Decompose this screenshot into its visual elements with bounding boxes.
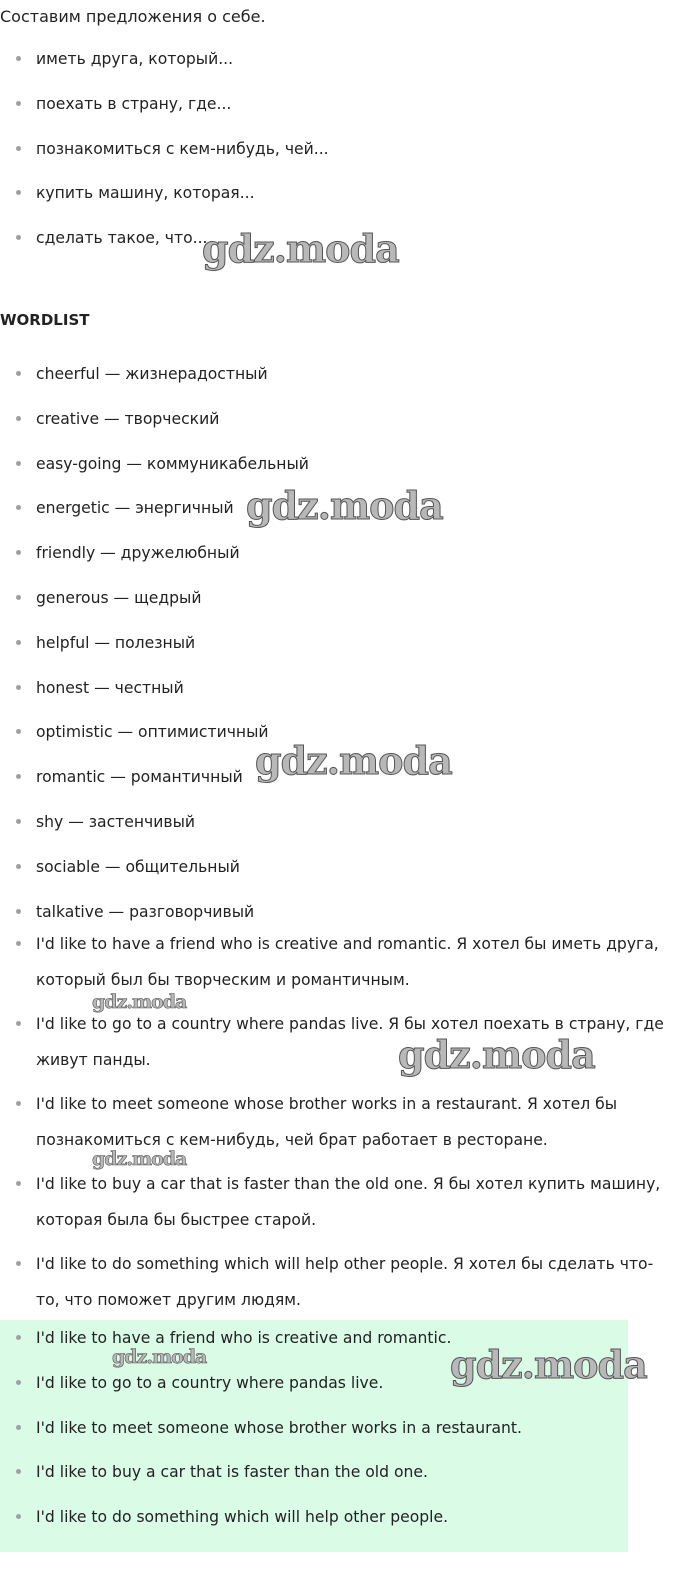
bullet-icon — [16, 819, 21, 824]
list-item — [0, 1246, 680, 1326]
list-item — [0, 625, 680, 670]
list-item — [0, 41, 680, 86]
list-item-text: optimistic — оптимистичный — [36, 723, 269, 742]
watermark-logo: gdz.moda — [255, 738, 452, 783]
list-item-text: generous — щедрый — [36, 588, 202, 607]
bullet-icon — [16, 864, 21, 869]
list-item — [0, 926, 680, 1006]
list-item-text: energetic — энергичный — [36, 499, 234, 518]
list-item-text: easy-going — коммуникабельный — [36, 454, 309, 473]
bullet-icon — [16, 371, 21, 376]
highlighted-answers — [0, 1320, 628, 1552]
list-item-text: I'd like to buy a car that is faster than the old one. Я бы хотел купить машину, которая была бы быстрее старой. — [36, 1175, 661, 1229]
bullet-icon — [16, 1261, 21, 1266]
list-item-text: helpful — полезный — [36, 633, 196, 652]
list-item-text: I'd like to have a friend who is creative and romantic. — [36, 1329, 452, 1347]
list-item-text: I'd like to buy a car that is faster than the old one. — [36, 1463, 428, 1482]
list-item — [0, 131, 680, 176]
list-item — [0, 1365, 628, 1410]
list-item — [0, 1499, 628, 1544]
list-item-text: сделать такое, что... — [36, 229, 208, 248]
watermark-logo: gdz.moda — [92, 1148, 187, 1170]
list-item — [0, 580, 680, 625]
watermark-logo: gdz.moda — [450, 1342, 647, 1387]
list-item — [0, 175, 680, 220]
bullet-icon — [16, 461, 21, 466]
list-item-text: talkative — разговорчивый — [36, 902, 255, 921]
list-item — [0, 1320, 628, 1365]
list-item-text: cheerful — жизнерадостный — [36, 365, 268, 383]
watermark-logo: gdz.moda — [398, 1032, 595, 1077]
list-item — [0, 849, 680, 894]
watermark-logo: gdz.moda — [202, 226, 399, 271]
list-item — [0, 1410, 628, 1455]
bullet-icon — [16, 909, 21, 914]
bullet-icon — [16, 774, 21, 779]
list-item-text: иметь друга, который... — [36, 50, 234, 68]
list-item-text: I'd like to go to a country where pandas live. Я бы хотел поехать в страну, где живут панды. — [36, 1015, 664, 1069]
list-item-text: romantic — романтичный — [36, 768, 243, 787]
list-item-text: I'd like to meet someone whose brother works in a restaurant. — [36, 1418, 522, 1437]
bullet-icon — [16, 505, 21, 510]
list-item — [0, 714, 680, 759]
list-item-text: friendly — дружелюбный — [36, 544, 240, 563]
watermark-logo: gdz.moda — [92, 991, 187, 1013]
list-item-text: honest — честный — [36, 678, 184, 697]
bullet-icon — [16, 685, 21, 690]
list-item — [0, 490, 680, 535]
list-item-text: поехать в страну, где... — [36, 94, 232, 113]
list-item — [0, 1086, 680, 1166]
list-item-text: shy — застенчивый — [36, 812, 196, 831]
bullet-icon — [16, 595, 21, 600]
bullet-icon — [16, 729, 21, 734]
list-item — [0, 670, 680, 715]
list-item — [0, 535, 680, 580]
bullet-icon — [16, 416, 21, 421]
bullet-icon — [16, 101, 21, 106]
list-item-text: купить машину, которая... — [36, 184, 255, 203]
bullet-icon — [16, 640, 21, 645]
bullet-icon — [16, 1101, 21, 1106]
bullet-icon — [16, 1380, 21, 1385]
bullet-icon — [16, 550, 21, 555]
bullet-icon — [16, 941, 21, 946]
list-item — [0, 759, 680, 804]
wordlist-list — [0, 356, 680, 938]
list-item-text: I'd like to do something which will help other people. Я хотел бы сделать что-то, что поможет другим людям. — [36, 1255, 654, 1309]
watermark-logo: gdz.moda — [112, 1346, 207, 1368]
list-item-text: creative — творческий — [36, 409, 220, 428]
bullet-icon — [16, 235, 21, 240]
list-item-text: sociable — общительный — [36, 857, 240, 876]
list-item-text: I'd like to meet someone whose brother works in a restaurant. Я хотел бы познакомиться с кем-нибудь, чей брат работает в ресторане. — [36, 1095, 618, 1149]
bullet-icon — [16, 1425, 21, 1430]
bullet-icon — [16, 56, 21, 61]
bullet-icon — [16, 190, 21, 195]
bullet-icon — [16, 1335, 21, 1340]
list-item — [0, 356, 680, 401]
list-item-text: I'd like to have a friend who is creative and romantic. Я хотел бы иметь друга, который был бы творческим и романтичным. — [36, 935, 659, 989]
bullet-icon — [16, 1181, 21, 1186]
bullet-icon — [16, 146, 21, 151]
list-item-text: I'd like to do something which will help other people. — [36, 1508, 449, 1527]
list-item — [0, 1454, 628, 1499]
list-item — [0, 86, 680, 131]
watermark-logo: gdz.moda — [246, 483, 443, 528]
list-item-text: I'd like to go to a country where pandas live. — [36, 1373, 384, 1392]
intro-list — [0, 41, 680, 265]
bullet-icon — [16, 1469, 21, 1474]
intro-text: Составим предложения о себе. — [0, 7, 266, 26]
answers-list — [0, 926, 680, 1326]
list-item-text: познакомиться с кем-нибудь, чей... — [36, 139, 329, 158]
list-item — [0, 446, 680, 491]
list-item — [0, 1006, 680, 1086]
bullet-icon — [16, 1514, 21, 1519]
bullet-icon — [16, 1021, 21, 1026]
list-item — [0, 401, 680, 446]
list-item — [0, 220, 680, 265]
list-item — [0, 1166, 680, 1246]
wordlist-heading: WORDLIST — [0, 311, 90, 329]
list-item — [0, 804, 680, 849]
